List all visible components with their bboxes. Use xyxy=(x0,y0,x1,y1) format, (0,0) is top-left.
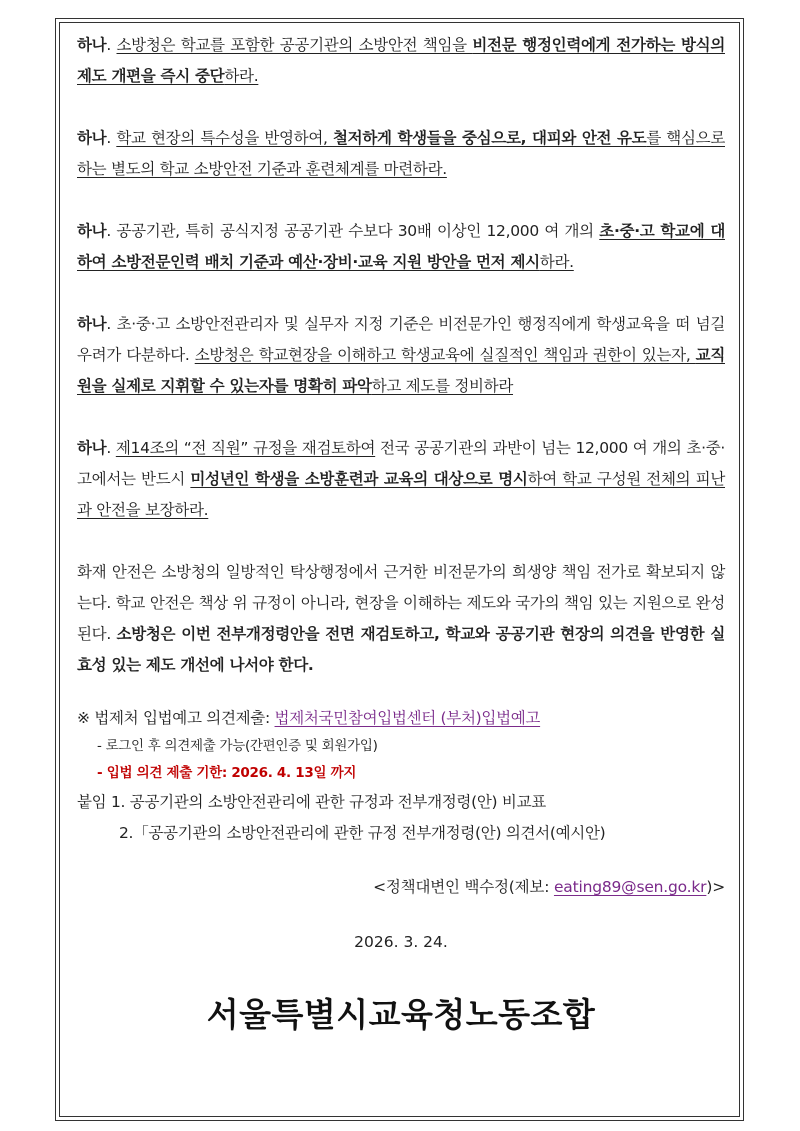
demand-text: 하고 제도를 정비하라 xyxy=(371,377,514,395)
demand-text: . xyxy=(106,129,117,147)
demand-text: 비전문 행정인력에게 전가하는 방식의 제도 개편을 즉시 중단 xyxy=(77,36,725,85)
spokesperson-line xyxy=(77,875,725,897)
demand-lead: 하나 xyxy=(77,36,107,54)
closing-paragraph xyxy=(77,557,725,681)
demand-lead: 하나 xyxy=(77,222,107,240)
demand-list xyxy=(77,30,725,526)
demand-text: 제14조의 “전 직원” 규정을 재검토하여 xyxy=(115,439,376,457)
demand-text: 교직원을 실제로 지휘할 수 있는자를 명확히 파악 xyxy=(77,346,725,395)
demand-paragraph xyxy=(77,123,725,185)
note-prefix: ※ 법제처 입법예고 의견제출: xyxy=(77,709,275,727)
demand-text: . xyxy=(106,439,116,457)
demand-text: . 공공기관, 특히 공식지정 공공기관 수보다 30배 이상인 12,000 여 개의 xyxy=(106,222,600,240)
demand-text: 소방청은 학교현장을 이해하고 학생교육에 실질적인 책임과 권한이 있는자, xyxy=(194,346,696,364)
demand-text: 하라. xyxy=(224,67,259,85)
demand-text: 학교 현장의 특수성을 반영하여, xyxy=(116,129,333,147)
demand-text: . 초·중·고 소방안전관리자 및 실무자 지정 기준은 비전문가인 행정직에게 학생교육을 떠 넘길 우려가 다분하다. xyxy=(77,315,725,364)
spokesperson-suffix: )> xyxy=(706,878,725,896)
attachment-2: 2.「공공기관의 소방안전관리에 관한 규정 전부개정령(안) 의견서(예시안) xyxy=(119,824,606,842)
closing-text: 화재 안전은 소방청의 일방적인 탁상행정에서 근거한 비전문가의 희생양 책임 전가로 확보되지 않는다. 학교 안전은 책상 위 규정이 아니라, 현장을 이해하는 제도와 국가의 책임 있는 지원으로 완성된다. xyxy=(77,563,725,643)
demand-paragraph xyxy=(77,30,725,92)
demand-text: 초·중·고 학교에 대하여 소방전문인력 배치 기준과 예산·장비·교육 지원 방안을 먼저 제시 xyxy=(77,222,725,271)
document-body xyxy=(77,30,725,1036)
demand-text: 철저하게 학생들을 중심으로, 대피와 안전 유도 xyxy=(332,129,647,147)
organization-name: 서울특별시교육청노동조합 xyxy=(206,995,596,1034)
demand-text: 를 핵심으로 하는 별도의 학교 소방안전 기준과 훈련체계를 마련하라. xyxy=(77,129,725,178)
login-note: - 로그인 후 의견제출 가능(간편인증 및 회원가입) xyxy=(97,738,378,754)
issue-date: 2026. 3. 24. xyxy=(354,933,448,951)
demand-lead: 하나 xyxy=(77,439,107,457)
demand-text: . xyxy=(106,36,117,54)
demand-text: 미성년인 학생을 소방훈련과 교육의 대상으로 명시 xyxy=(190,470,528,488)
demand-text: 하라. xyxy=(539,253,574,271)
demand-lead: 하나 xyxy=(77,315,107,333)
deadline-note: - 입법 의견 제출 기한: 2026. 4. 13일 까지 xyxy=(97,765,357,781)
spokesperson-email-link[interactable]: eating89@sen.go.kr xyxy=(553,878,707,896)
closing-emphasis: 소방청은 이번 전부개정령안을 전면 재검토하고, 학교와 공공기관 현장의 의견을 반영한 실효성 있는 제도 개선에 나서야 한다. xyxy=(77,625,725,674)
demand-text: 전국 공공기관의 과반이 넘는 12,000 여 개의 초·중·고에서는 반드시 xyxy=(77,439,725,488)
demand-text: 하여 학교 구성원 전체의 피난과 안전을 보장하라. xyxy=(77,470,725,519)
demand-paragraph xyxy=(77,216,725,278)
attachment-1: 붙임 1. 공공기관의 소방안전관리에 관한 규정과 전부개정령(안) 비교표 xyxy=(77,793,546,811)
legislation-note xyxy=(77,703,725,733)
demand-paragraph xyxy=(77,309,725,402)
legislation-center-link[interactable]: 법제처국민참여입법센터 (부처)입법예고 xyxy=(274,709,541,727)
demand-lead: 하나 xyxy=(77,129,107,147)
demand-paragraph xyxy=(77,433,725,526)
demand-text: 소방청은 학교를 포함한 공공기관의 소방안전 책임을 xyxy=(116,36,473,54)
spokesperson-prefix: <정책대변인 백수정(제보: xyxy=(373,878,554,896)
